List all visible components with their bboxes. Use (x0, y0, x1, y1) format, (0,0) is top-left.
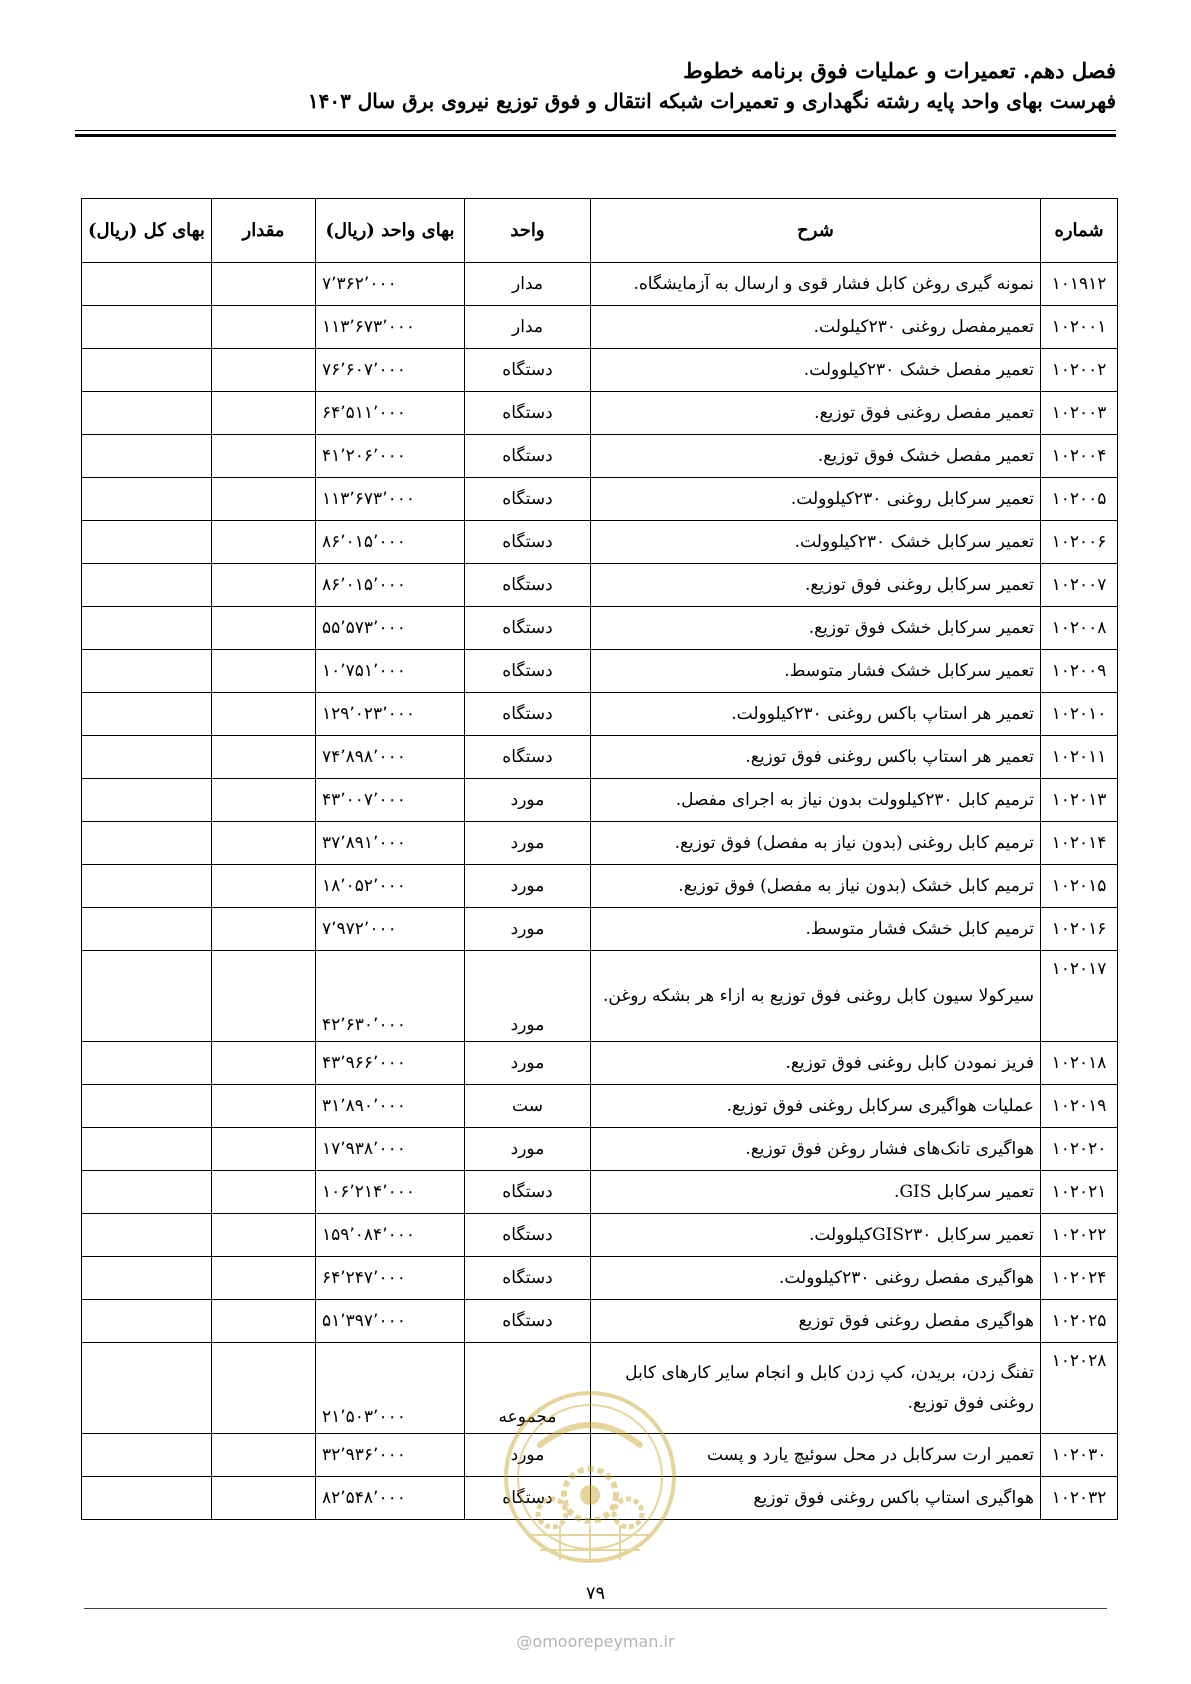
row-description: ترمیم کابل خشک (بدون نیاز به مفصل) فوق توزیع. (591, 865, 1041, 908)
row-unit-price: ۷۶٬۶۰۷٬۰۰۰ (316, 349, 465, 392)
row-total-price (82, 564, 212, 607)
row-number: ۱۰۲۰۲۲ (1041, 1214, 1118, 1257)
row-quantity (212, 1042, 316, 1085)
row-unit-price: ۴۳٬۹۶۶٬۰۰۰ (316, 1042, 465, 1085)
row-quantity (212, 1434, 316, 1477)
table-body (82, 263, 1118, 1520)
row-number: ۱۰۲۰۱۳ (1041, 779, 1118, 822)
row-unit-price: ۱۵۹٬۰۸۴٬۰۰۰ (316, 1214, 465, 1257)
table-row (82, 908, 1118, 951)
row-total-price (82, 1042, 212, 1085)
row-unit: مورد (465, 1434, 591, 1477)
row-total-price (82, 865, 212, 908)
row-quantity (212, 1257, 316, 1300)
row-unit: دستگاه (465, 1171, 591, 1214)
row-unit-price: ۵۵٬۵۷۳٬۰۰۰ (316, 607, 465, 650)
row-number: ۱۰۲۰۳۰ (1041, 1434, 1118, 1477)
row-total-price (82, 693, 212, 736)
row-quantity (212, 607, 316, 650)
row-total-price (82, 263, 212, 306)
website-watermark: @omoorepeyman.ir (516, 1632, 675, 1651)
row-unit-price: ۱۲۹٬۰۲۳٬۰۰۰ (316, 693, 465, 736)
row-total-price (82, 478, 212, 521)
page-number: ۷۹ (585, 1583, 606, 1604)
row-number: ۱۰۲۰۱۴ (1041, 822, 1118, 865)
row-unit-price: ۳۱٬۸۹۰٬۰۰۰ (316, 1085, 465, 1128)
footer-rule (84, 1608, 1107, 1609)
row-quantity (212, 650, 316, 693)
row-unit-price: ۶۴٬۲۴۷٬۰۰۰ (316, 1257, 465, 1300)
table-row (82, 1042, 1118, 1085)
row-unit: مورد (465, 1128, 591, 1171)
row-unit-price: ۸۶٬۰۱۵٬۰۰۰ (316, 521, 465, 564)
price-table (81, 198, 1118, 1520)
row-unit: دستگاه (465, 564, 591, 607)
row-description: سیرکولا سیون کابل روغنی فوق توزیع به ازاء هر بشکه روغن. (591, 951, 1041, 1042)
header-rule-thick (75, 134, 1116, 137)
row-quantity (212, 521, 316, 564)
row-total-price (82, 306, 212, 349)
row-quantity (212, 392, 316, 435)
row-number: ۱۰۲۰۲۱ (1041, 1171, 1118, 1214)
row-unit-price: ۸۶٬۰۱۵٬۰۰۰ (316, 564, 465, 607)
row-unit: مورد (465, 779, 591, 822)
row-quantity (212, 865, 316, 908)
row-total-price (82, 1214, 212, 1257)
row-quantity (212, 779, 316, 822)
table-row (82, 951, 1118, 1042)
row-number: ۱۰۲۰۰۳ (1041, 392, 1118, 435)
row-description: هواگیری مفصل روغنی ۲۳۰کیلوولت. (591, 1257, 1041, 1300)
row-unit: دستگاه (465, 435, 591, 478)
row-total-price (82, 736, 212, 779)
row-unit-price: ۱۱۳٬۶۷۳٬۰۰۰ (316, 306, 465, 349)
row-number: ۱۰۲۰۲۴ (1041, 1257, 1118, 1300)
row-quantity (212, 435, 316, 478)
row-total-price (82, 951, 212, 1042)
row-description: هواگیری تانک‌های فشار روغن فوق توزیع. (591, 1128, 1041, 1171)
row-description: تعمیر سرکابل خشک فوق توزیع. (591, 607, 1041, 650)
row-unit: دستگاه (465, 478, 591, 521)
row-description: هواگیری استاپ باکس روغنی فوق توزیع (591, 1477, 1041, 1520)
row-quantity (212, 736, 316, 779)
row-unit-price: ۱۰٬۷۵۱٬۰۰۰ (316, 650, 465, 693)
row-quantity (212, 1343, 316, 1434)
row-unit: ست (465, 1085, 591, 1128)
row-description: تعمیر مفصل خشک ۲۳۰کیلوولت. (591, 349, 1041, 392)
row-unit: دستگاه (465, 693, 591, 736)
page-header (75, 56, 1116, 116)
row-unit-price: ۶۴٬۵۱۱٬۰۰۰ (316, 392, 465, 435)
table-row (82, 779, 1118, 822)
header-description: شرح (591, 199, 1041, 263)
table-row (82, 263, 1118, 306)
row-total-price (82, 1085, 212, 1128)
row-unit-price: ۱۰۶٬۲۱۴٬۰۰۰ (316, 1171, 465, 1214)
table-row (82, 306, 1118, 349)
header-unit: واحد (465, 199, 591, 263)
row-description: تفنگ زدن، بریدن، کپ زدن کابل و انجام سایر کارهای کابل روغنی فوق توزیع. (591, 1343, 1041, 1434)
row-quantity (212, 478, 316, 521)
table-row (82, 1343, 1118, 1434)
table-header-row (82, 199, 1118, 263)
row-number: ۱۰۲۰۰۹ (1041, 650, 1118, 693)
row-total-price (82, 1300, 212, 1343)
row-unit-price: ۴۱٬۲۰۶٬۰۰۰ (316, 435, 465, 478)
row-total-price (82, 1128, 212, 1171)
row-quantity (212, 693, 316, 736)
row-quantity (212, 1171, 316, 1214)
row-description: تعمیر سرکابل روغنی ۲۳۰کیلوولت. (591, 478, 1041, 521)
row-number: ۱۰۲۰۳۲ (1041, 1477, 1118, 1520)
row-number: ۱۰۱۹۱۲ (1041, 263, 1118, 306)
row-description: تعمیر هر استاپ باکس روغنی ۲۳۰کیلوولت. (591, 693, 1041, 736)
row-quantity (212, 349, 316, 392)
table-row (82, 1171, 1118, 1214)
row-description: هواگیری مفصل روغنی فوق توزیع (591, 1300, 1041, 1343)
row-number: ۱۰۲۰۰۷ (1041, 564, 1118, 607)
row-quantity (212, 822, 316, 865)
row-total-price (82, 779, 212, 822)
row-unit: دستگاه (465, 650, 591, 693)
table-row (82, 736, 1118, 779)
row-number: ۱۰۲۰۲۸ (1041, 1343, 1118, 1434)
row-unit: دستگاه (465, 1257, 591, 1300)
table-row (82, 478, 1118, 521)
table-row (82, 1085, 1118, 1128)
row-unit-price: ۷٬۹۷۲٬۰۰۰ (316, 908, 465, 951)
header-unit-price: بهای واحد (ریال) (316, 199, 465, 263)
table-row (82, 607, 1118, 650)
chapter-title: فصل دهم. تعمیرات و عملیات فوق برنامه خطوط (683, 58, 1116, 83)
row-quantity (212, 1128, 316, 1171)
header-number: شماره (1041, 199, 1118, 263)
row-total-price (82, 392, 212, 435)
row-total-price (82, 908, 212, 951)
row-unit-price: ۸۲٬۵۴۸٬۰۰۰ (316, 1477, 465, 1520)
row-unit-price: ۴۲٬۶۳۰٬۰۰۰ (316, 951, 465, 1042)
row-description: تعمیر مفصل روغنی فوق توزیع. (591, 392, 1041, 435)
row-description: تعمیر سرکابل خشک فشار متوسط. (591, 650, 1041, 693)
row-description: تعمیر سرکابل خشک ۲۳۰کیلوولت. (591, 521, 1041, 564)
row-description: تعمیر ارت سرکابل در محل سوئیچ یارد و پست (591, 1434, 1041, 1477)
row-unit: مورد (465, 951, 591, 1042)
row-description: فریز نمودن کابل روغنی فوق توزیع. (591, 1042, 1041, 1085)
row-quantity (212, 1477, 316, 1520)
row-unit-price: ۱۷٬۹۳۸٬۰۰۰ (316, 1128, 465, 1171)
row-total-price (82, 1257, 212, 1300)
row-unit: مدار (465, 306, 591, 349)
row-unit-price: ۵۱٬۳۹۷٬۰۰۰ (316, 1300, 465, 1343)
row-unit-price: ۳۲٬۹۳۶٬۰۰۰ (316, 1434, 465, 1477)
table-row (82, 521, 1118, 564)
row-unit-price: ۳۷٬۸۹۱٬۰۰۰ (316, 822, 465, 865)
row-number: ۱۰۲۰۱۷ (1041, 951, 1118, 1042)
row-number: ۱۰۲۰۱۵ (1041, 865, 1118, 908)
row-description: ترمیم کابل خشک فشار متوسط. (591, 908, 1041, 951)
table-row (82, 1477, 1118, 1520)
table-row (82, 650, 1118, 693)
row-total-price (82, 1171, 212, 1214)
row-total-price (82, 435, 212, 478)
row-unit-price: ۷۴٬۸۹۸٬۰۰۰ (316, 736, 465, 779)
row-number: ۱۰۲۰۰۸ (1041, 607, 1118, 650)
row-total-price (82, 607, 212, 650)
row-total-price (82, 1477, 212, 1520)
row-unit: مورد (465, 908, 591, 951)
row-unit: مورد (465, 822, 591, 865)
row-quantity (212, 1085, 316, 1128)
row-unit: مورد (465, 865, 591, 908)
table-row (82, 435, 1118, 478)
row-number: ۱۰۲۰۲۰ (1041, 1128, 1118, 1171)
table-row (82, 865, 1118, 908)
table-row (82, 1257, 1118, 1300)
row-description: تعمیر مفصل خشک فوق توزیع. (591, 435, 1041, 478)
row-total-price (82, 1343, 212, 1434)
row-unit: دستگاه (465, 607, 591, 650)
row-number: ۱۰۲۰۱۹ (1041, 1085, 1118, 1128)
table-row (82, 822, 1118, 865)
row-description: تعمیر هر استاپ باکس روغنی فوق توزیع. (591, 736, 1041, 779)
row-unit-price: ۲۱٬۵۰۳٬۰۰۰ (316, 1343, 465, 1434)
row-description: تعمیر سرکابل روغنی فوق توزیع. (591, 564, 1041, 607)
row-total-price (82, 822, 212, 865)
row-number: ۱۰۲۰۱۶ (1041, 908, 1118, 951)
row-number: ۱۰۲۰۰۵ (1041, 478, 1118, 521)
row-description: تعمیر سرکابل GIS. (591, 1171, 1041, 1214)
row-total-price (82, 650, 212, 693)
header-rule-thin (75, 130, 1116, 131)
row-description: تعمیر سرکابل GIS۲۳۰کیلوولت. (591, 1214, 1041, 1257)
table-row (82, 392, 1118, 435)
row-unit: مدار (465, 263, 591, 306)
table-row (82, 693, 1118, 736)
header-quantity: مقدار (212, 199, 316, 263)
row-number: ۱۰۲۰۱۰ (1041, 693, 1118, 736)
row-number: ۱۰۲۰۱۸ (1041, 1042, 1118, 1085)
document-subtitle: فهرست بهای واحد پایه رشته نگهداری و تعمیرات شبکه انتقال و فوق توزیع نیروی برق سال ۱۴۰۳ (307, 89, 1116, 113)
table-row (82, 1128, 1118, 1171)
table-row (82, 349, 1118, 392)
row-unit-price: ۱۸٬۰۵۲٬۰۰۰ (316, 865, 465, 908)
row-number: ۱۰۲۰۰۲ (1041, 349, 1118, 392)
row-unit-price: ۴۳٬۰۰۷٬۰۰۰ (316, 779, 465, 822)
row-quantity (212, 306, 316, 349)
row-unit: دستگاه (465, 392, 591, 435)
row-total-price (82, 349, 212, 392)
row-unit: دستگاه (465, 1214, 591, 1257)
row-unit: دستگاه (465, 349, 591, 392)
row-quantity (212, 1214, 316, 1257)
row-description: نمونه گیری روغن کابل فشار قوی و ارسال به آزمایشگاه. (591, 263, 1041, 306)
row-unit-price: ۱۱۳٬۶۷۳٬۰۰۰ (316, 478, 465, 521)
row-unit: دستگاه (465, 736, 591, 779)
row-unit-price: ۷٬۳۶۲٬۰۰۰ (316, 263, 465, 306)
row-number: ۱۰۲۰۰۶ (1041, 521, 1118, 564)
table-row (82, 1214, 1118, 1257)
row-unit: مورد (465, 1042, 591, 1085)
row-total-price (82, 1434, 212, 1477)
table-row (82, 1300, 1118, 1343)
table-row (82, 1434, 1118, 1477)
row-unit: مجموعه (465, 1343, 591, 1434)
row-quantity (212, 263, 316, 306)
row-description: تعمیرمفصل روغنی ۲۳۰کیلولت. (591, 306, 1041, 349)
row-description: عملیات هواگیری سرکابل روغنی فوق توزیع. (591, 1085, 1041, 1128)
row-quantity (212, 951, 316, 1042)
row-description: ترمیم کابل روغنی (بدون نیاز به مفصل) فوق توزیع. (591, 822, 1041, 865)
row-unit: دستگاه (465, 1477, 591, 1520)
row-number: ۱۰۲۰۱۱ (1041, 736, 1118, 779)
row-number: ۱۰۲۰۰۴ (1041, 435, 1118, 478)
row-number: ۱۰۲۰۰۱ (1041, 306, 1118, 349)
header-total-price: بهای کل (ریال) (82, 199, 212, 263)
row-quantity (212, 1300, 316, 1343)
row-unit: دستگاه (465, 1300, 591, 1343)
row-quantity (212, 908, 316, 951)
row-number: ۱۰۲۰۲۵ (1041, 1300, 1118, 1343)
table-row (82, 564, 1118, 607)
row-total-price (82, 521, 212, 564)
row-unit: دستگاه (465, 521, 591, 564)
row-quantity (212, 564, 316, 607)
row-description: ترمیم کابل ۲۳۰کیلوولت بدون نیاز به اجرای مفصل. (591, 779, 1041, 822)
